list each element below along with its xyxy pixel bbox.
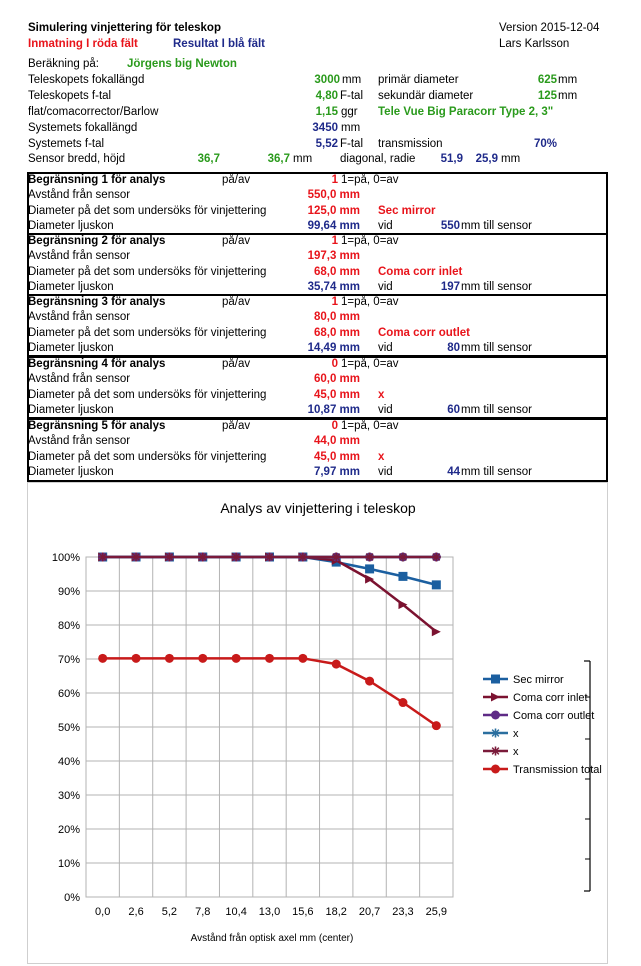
diam-value[interactable]: 68,0 mm bbox=[313, 327, 360, 339]
cone-value: 14,49 mm bbox=[307, 342, 360, 354]
data-point bbox=[432, 627, 441, 636]
y-tick-label: 60% bbox=[57, 688, 80, 700]
onoff-label: på/av bbox=[222, 235, 251, 247]
limit-name[interactable]: x bbox=[378, 389, 385, 401]
at-unit: mm till sensor bbox=[461, 220, 532, 232]
fratio-unit: F-tal bbox=[340, 90, 363, 102]
diam-label: Diameter på det som undersöks för vinjettering bbox=[28, 205, 267, 217]
data-point bbox=[265, 654, 274, 663]
sys-focal-value: 3450 bbox=[312, 122, 338, 134]
at-value: 550 bbox=[440, 220, 460, 232]
x-tick-label: 13,0 bbox=[258, 906, 281, 918]
onoff-label: på/av bbox=[222, 296, 251, 308]
onoff-value[interactable]: 0 bbox=[331, 358, 338, 370]
at-value: 60 bbox=[447, 404, 460, 416]
sensor-height[interactable]: 36,7 bbox=[267, 153, 290, 165]
data-point bbox=[132, 654, 141, 663]
limit-name[interactable]: x bbox=[378, 451, 385, 463]
onoff-note: 1=på, 0=av bbox=[341, 174, 399, 186]
cone-label: Diameter ljuskon bbox=[28, 281, 114, 293]
chart-svg bbox=[28, 483, 607, 963]
cone-value: 10,87 mm bbox=[307, 404, 360, 416]
x-tick-label: 18,2 bbox=[325, 906, 347, 918]
legend-label: x bbox=[513, 728, 519, 740]
focal-value[interactable]: 3000 bbox=[314, 74, 340, 86]
sys-fratio-unit: F-tal bbox=[340, 138, 363, 150]
sys-fratio-value: 5,52 bbox=[315, 138, 338, 150]
cone-label: Diameter ljuskon bbox=[28, 220, 114, 232]
y-tick-label: 30% bbox=[57, 790, 80, 802]
data-point bbox=[232, 654, 241, 663]
sys-fratio-label: Systemets f-tal bbox=[28, 138, 105, 150]
limit-title: Begränsning 1 för analys bbox=[28, 174, 166, 186]
cone-value: 7,97 mm bbox=[313, 466, 360, 478]
x-tick-label: 23,3 bbox=[392, 906, 414, 918]
limit-name[interactable]: Coma corr outlet bbox=[378, 327, 471, 339]
y-tick-label: 0% bbox=[64, 892, 80, 904]
dist-value[interactable]: 44,0 mm bbox=[313, 435, 360, 447]
at-label: vid bbox=[378, 466, 393, 478]
fratio-label: Teleskopets f-tal bbox=[28, 90, 112, 102]
legend-label: Coma corr outlet bbox=[513, 710, 595, 722]
data-point bbox=[165, 654, 174, 663]
limit-name[interactable]: Coma corr inlet bbox=[378, 266, 463, 278]
at-unit: mm till sensor bbox=[461, 466, 532, 478]
diam-value[interactable]: 45,0 mm bbox=[313, 389, 360, 401]
onoff-value[interactable]: 1 bbox=[331, 296, 338, 308]
diam-value[interactable]: 68,0 mm bbox=[313, 266, 360, 278]
dist-label: Avstånd från sensor bbox=[28, 373, 131, 385]
sys-focal-unit: mm bbox=[341, 122, 361, 134]
onoff-note: 1=på, 0=av bbox=[341, 358, 399, 370]
data-point bbox=[398, 572, 407, 581]
dist-value[interactable]: 550,0 mm bbox=[307, 189, 360, 201]
onoff-value[interactable]: 1 bbox=[331, 174, 338, 186]
input-legend-note: Inmatning I röda fält bbox=[28, 38, 138, 50]
onoff-value[interactable]: 0 bbox=[331, 420, 338, 432]
author-label: Lars Karlsson bbox=[499, 38, 570, 50]
x-tick-label: 7,8 bbox=[195, 906, 211, 918]
data-point bbox=[432, 580, 441, 589]
legend-marker bbox=[491, 765, 500, 774]
data-point bbox=[432, 721, 441, 730]
calc-value[interactable]: Jörgens big Newton bbox=[127, 58, 237, 70]
legend-label: Transmission total bbox=[513, 764, 602, 776]
legend-label: x bbox=[513, 746, 519, 758]
cone-label: Diameter ljuskon bbox=[28, 404, 114, 416]
diam-label: Diameter på det som undersöks för vinjettering bbox=[28, 266, 267, 278]
diam-value[interactable]: 125,0 mm bbox=[307, 205, 360, 217]
secondary-unit: mm bbox=[558, 90, 578, 102]
dist-label: Avstånd från sensor bbox=[28, 435, 131, 447]
calc-label: Beräkning på: bbox=[28, 58, 99, 70]
legend-marker bbox=[491, 711, 500, 720]
transmission-value: 70% bbox=[533, 138, 557, 150]
y-tick-label: 90% bbox=[57, 586, 80, 598]
primary-label: primär diameter bbox=[378, 74, 459, 86]
diag-label: diagonal, radie bbox=[340, 153, 416, 165]
at-unit: mm till sensor bbox=[461, 342, 532, 354]
secondary-value[interactable]: 125 bbox=[537, 90, 557, 102]
at-label: vid bbox=[378, 220, 393, 232]
transmission-label: transmission bbox=[378, 138, 443, 150]
cone-label: Diameter ljuskon bbox=[28, 342, 114, 354]
result-legend-note: Resultat I blå fält bbox=[173, 38, 266, 50]
onoff-label: på/av bbox=[222, 420, 251, 432]
at-value: 197 bbox=[440, 281, 460, 293]
focal-unit: mm bbox=[342, 74, 362, 86]
diag-unit: mm bbox=[501, 153, 521, 165]
diam-label: Diameter på det som undersöks för vinjettering bbox=[28, 451, 267, 463]
primary-value[interactable]: 625 bbox=[537, 74, 557, 86]
x-tick-label: 0,0 bbox=[95, 906, 111, 918]
data-point bbox=[198, 654, 207, 663]
onoff-label: på/av bbox=[222, 358, 251, 370]
legend-marker bbox=[491, 675, 500, 684]
data-point bbox=[365, 564, 374, 573]
diam-value[interactable]: 45,0 mm bbox=[313, 451, 360, 463]
x-tick-label: 10,4 bbox=[225, 906, 247, 918]
y-tick-label: 10% bbox=[57, 858, 80, 870]
onoff-note: 1=på, 0=av bbox=[341, 235, 399, 247]
sensor-unit: mm bbox=[293, 153, 313, 165]
version-label: Version 2015-12-04 bbox=[499, 22, 600, 34]
vignetting-chart bbox=[27, 482, 608, 964]
y-tick-label: 20% bbox=[57, 824, 80, 836]
flat-unit: ggr bbox=[341, 106, 358, 118]
at-value: 80 bbox=[447, 342, 460, 354]
at-value: 44 bbox=[447, 466, 460, 478]
diam-label: Diameter på det som undersöks för vinjettering bbox=[28, 389, 267, 401]
dist-label: Avstånd från sensor bbox=[28, 311, 131, 323]
flat-label: flat/comacorrector/Barlow bbox=[28, 106, 159, 118]
dist-label: Avstånd från sensor bbox=[28, 250, 131, 262]
limit-title: Begränsning 5 för analys bbox=[28, 420, 166, 432]
app-title: Simulering vinjettering för teleskop bbox=[28, 22, 221, 34]
fratio-value: 4,80 bbox=[315, 90, 338, 102]
at-label: vid bbox=[378, 281, 393, 293]
y-tick-label: 80% bbox=[57, 620, 80, 632]
x-tick-label: 2,6 bbox=[128, 906, 144, 918]
diam-label: Diameter på det som undersöks för vinjettering bbox=[28, 327, 267, 339]
y-tick-label: 100% bbox=[51, 552, 80, 564]
flat-name[interactable]: Tele Vue Big Paracorr Type 2, 3" bbox=[378, 106, 554, 118]
x-tick-label: 25,9 bbox=[425, 906, 448, 918]
sys-focal-label: Systemets fokallängd bbox=[28, 122, 138, 134]
at-unit: mm till sensor bbox=[461, 281, 532, 293]
onoff-note: 1=på, 0=av bbox=[341, 420, 399, 432]
limit-title: Begränsning 3 för analys bbox=[28, 296, 166, 308]
legend-label: Coma corr inlet bbox=[513, 692, 588, 704]
onoff-note: 1=på, 0=av bbox=[341, 296, 399, 308]
y-tick-label: 50% bbox=[57, 722, 80, 734]
chart-title: Analys av vinjettering i teleskop bbox=[220, 500, 416, 516]
diag-value: 51,9 bbox=[440, 153, 463, 165]
limit-title: Begränsning 4 för analys bbox=[28, 358, 166, 370]
limit-title: Begränsning 2 för analys bbox=[28, 235, 166, 247]
radius-value: 25,9 bbox=[475, 153, 498, 165]
primary-unit: mm bbox=[558, 74, 578, 86]
data-point bbox=[332, 660, 341, 669]
cone-value: 99,64 mm bbox=[307, 220, 360, 232]
y-tick-label: 40% bbox=[57, 756, 80, 768]
y-tick-label: 70% bbox=[57, 654, 80, 666]
onoff-label: på/av bbox=[222, 174, 251, 186]
legend-label: Sec mirror bbox=[513, 674, 564, 686]
dist-label: Avstånd från sensor bbox=[28, 189, 131, 201]
at-label: vid bbox=[378, 342, 393, 354]
secondary-label: sekundär diameter bbox=[378, 90, 474, 102]
data-point bbox=[365, 677, 374, 686]
legend-marker bbox=[491, 693, 500, 702]
dist-value[interactable]: 80,0 mm bbox=[313, 311, 360, 323]
x-tick-label: 15,6 bbox=[292, 906, 314, 918]
data-point bbox=[398, 698, 407, 707]
x-tick-label: 20,7 bbox=[358, 906, 381, 918]
sensor-width[interactable]: 36,7 bbox=[197, 153, 220, 165]
x-axis-title: Avstånd från optisk axel mm (center) bbox=[190, 933, 354, 944]
at-unit: mm till sensor bbox=[461, 404, 532, 416]
flat-value[interactable]: 1,15 bbox=[315, 106, 338, 118]
focal-label: Teleskopets fokallängd bbox=[28, 74, 145, 86]
limit-name[interactable]: Sec mirror bbox=[378, 205, 436, 217]
sensor-label: Sensor bredd, höjd bbox=[28, 153, 126, 165]
data-point bbox=[98, 654, 107, 663]
dist-value[interactable]: 60,0 mm bbox=[313, 373, 360, 385]
cone-value: 35,74 mm bbox=[307, 281, 360, 293]
onoff-value[interactable]: 1 bbox=[331, 235, 338, 247]
cone-label: Diameter ljuskon bbox=[28, 466, 114, 478]
at-label: vid bbox=[378, 404, 393, 416]
x-tick-label: 5,2 bbox=[161, 906, 178, 918]
dist-value[interactable]: 197,3 mm bbox=[307, 250, 360, 262]
data-point bbox=[298, 654, 307, 663]
